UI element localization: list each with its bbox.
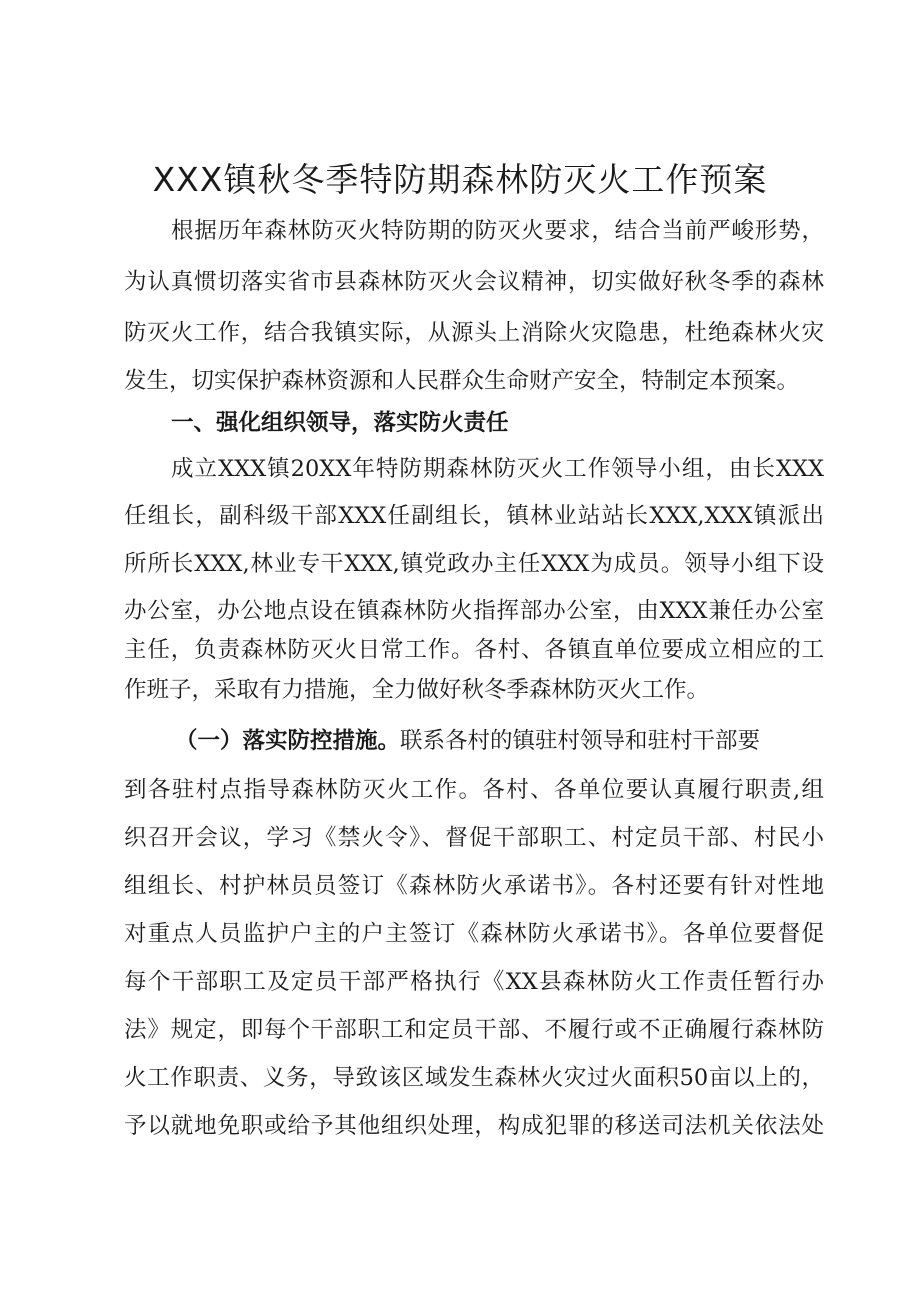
section-heading: 一、强化组织领导，落实防火责任 [171,410,509,436]
subsection-heading: （一）落实防控措施。 [175,728,401,754]
subsection1-first-line [175,721,824,761]
subsection1-line: 对重点人员监护户主的户主签订《森林防火承诺书》。各单位要督促 [124,921,824,947]
intro-line: 为认真惯切落实省市县森林防灭火会议精神，切实做好秋冬季的森林 [124,269,824,295]
intro-line: 发生，切实保护森林资源和人民群众生命财产安全，特制定本预案。 [124,368,800,394]
subsection1-line: 织召开会议，学习《禁火令》、督促干部职工、村定员干部、村民小 [124,825,824,851]
subsection1-line: 予以就地免职或给予其他组织处理，构成犯罪的移送司法机关依法处 [124,1113,824,1139]
section1-line: 成立XXX镇20XX年特防期森林防灭火工作领导小组，由长XXX [171,456,824,482]
subsection1-line: 火工作职责、义务，导致该区域发生森林火灾过火面积50亩以上的， [124,1065,824,1091]
subsection1-line: 到各驻村点指导森林防灭火工作。各村、各单位要认真履行职责,组 [124,777,824,803]
document-title: XXX镇秋冬季特防期森林防灭火工作预案 [152,160,768,199]
section1-line: 作班子，采取有力措施，全力做好秋冬季森林防灭火工作。 [124,677,710,703]
subsection1-line: 法》规定，即每个干部职工和定员干部、不履行或不正确履行森林防 [124,1017,824,1043]
subsection1-line: 组组长、村护林员员签订《森林防火承诺书》。各村还要有针对性地 [124,873,824,899]
subsection1-line: 每个干部职工及定员干部严格执行《XX县森林防火工作责任暂行办 [124,969,824,995]
section1-line: 所所长XXX,林业专干XXX,镇党政办主任XXX为成员。领导小组下设 [124,551,824,577]
intro-line: 根据历年森林防灭火特防期的防灭火要求，结合当前严峻形势， [171,218,824,244]
subsection1-first-text: 联系各村的镇驻村领导和驻村干部要 [400,728,761,754]
intro-line: 防灭火工作，结合我镇实际，从源头上消除火灾隐患，杜绝森林火灾 [124,320,824,346]
section1-line: 任组长，副科级干部XXX任副组长，镇林业站站长XXX,XXX镇派出 [124,503,824,529]
section1-line: 办公室，办公地点设在镇森林防火指挥部办公室，由XXX兼任办公室 [124,598,824,624]
section1-line: 主任，负责森林防灭火日常工作。各村、各镇直单位要成立相应的工 [124,637,824,663]
